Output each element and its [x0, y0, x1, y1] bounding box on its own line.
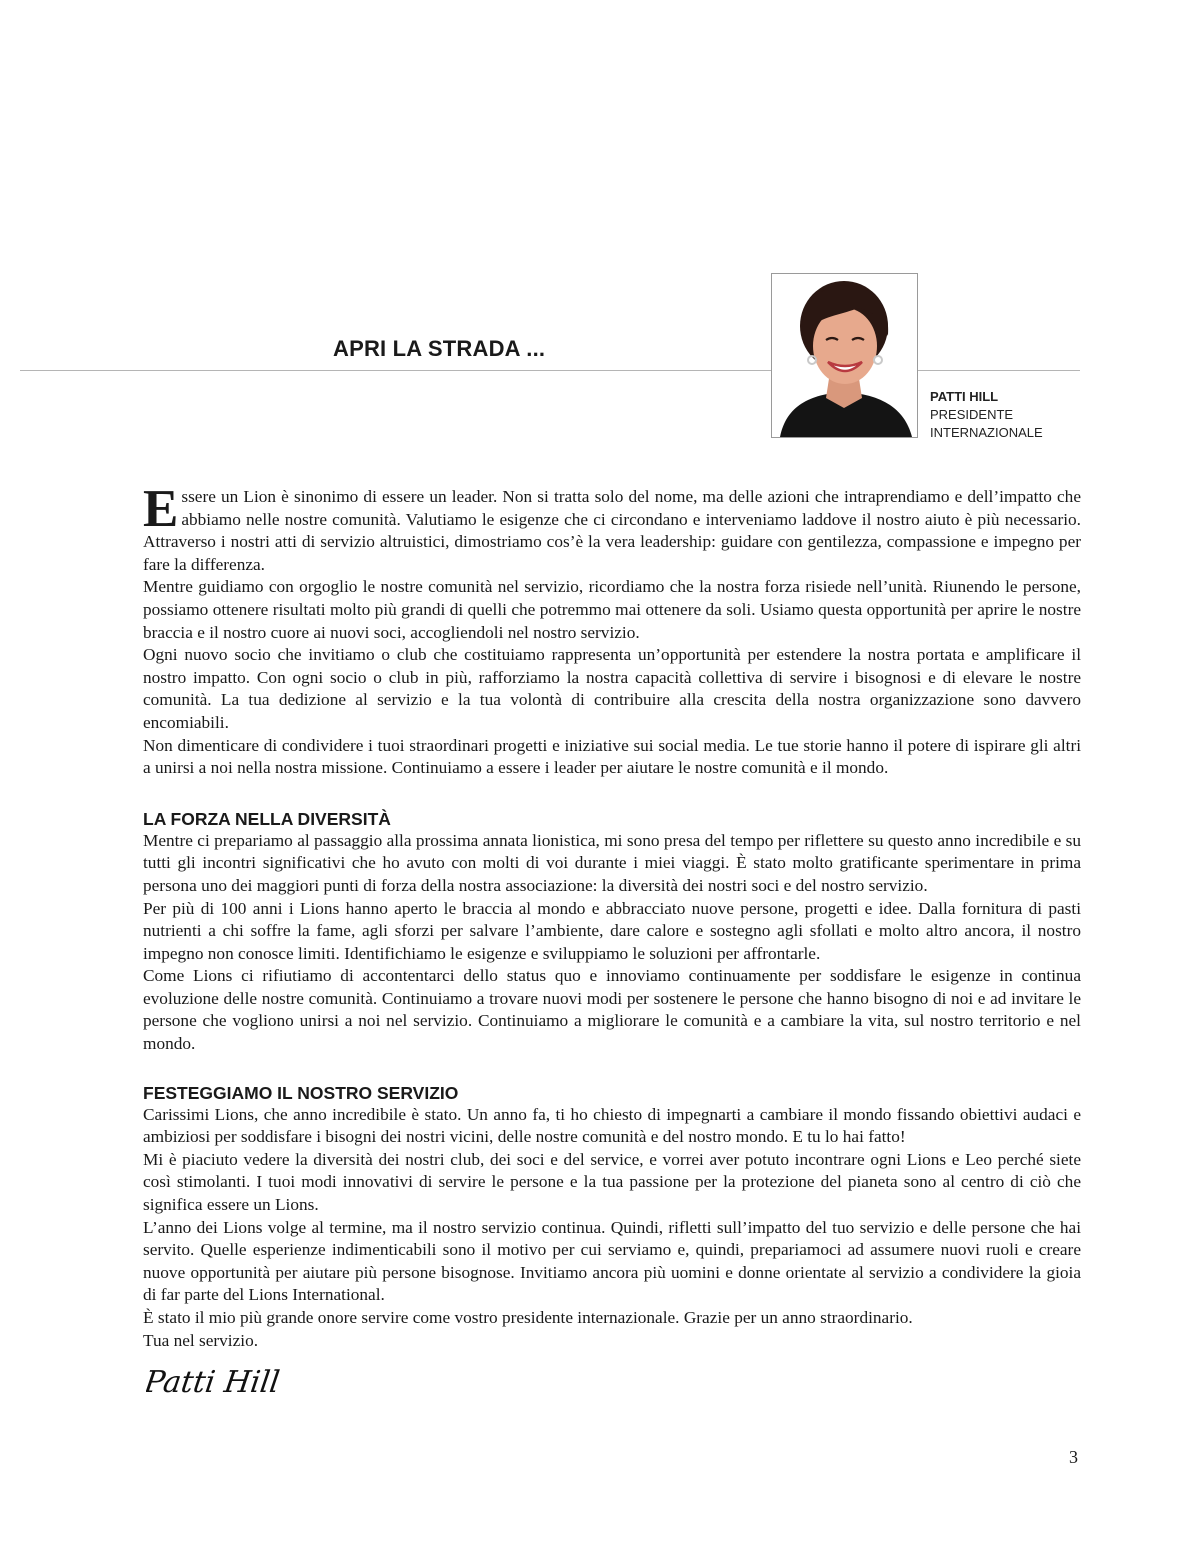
- author-role-line1: PRESIDENTE: [930, 407, 1014, 422]
- author-name: PATTI HILL: [930, 389, 999, 404]
- author-role-line2: INTERNAZIONALE: [930, 425, 1043, 440]
- section1-paragraph: Mentre ci prepariamo al passaggio alla prossima annata lionistica, mi sono presa del tempo per riflettere su questo anno incredibile e su tutti gli incontri significativi che ho avuto con molti di voi durante i miei viaggi. È stato molto gratificante sperimentare in prima persona uno dei maggiori punti di forza della nostra associazione: la diversità dei nostri soci e del nostro servizio.: [143, 830, 1081, 895]
- drop-cap: E: [143, 480, 179, 538]
- portrait-illustration: [772, 274, 917, 437]
- section-heading-diversity: LA FORZA NELLA DIVERSITÀ: [143, 808, 391, 829]
- author-byline: [930, 388, 1043, 442]
- section2-paragraph: Carissimi Lions, che anno incredibile è stato. Un anno fa, ti ho chiesto di impegnarti a cambiare il mondo fissando obiettivi audaci e ambiziosi per soddisfare i bisogni dei nostri vicini, delle nostre comunità e del nostro mondo. E tu lo hai fatto!: [143, 1104, 1081, 1147]
- page-title: APRI LA STRADA ...: [333, 336, 546, 361]
- section2-paragraph: Mi è piaciuto vedere la diversità dei nostri club, dei soci e del service, e vorrei aver potuto incontrare ogni Lions e Leo perché siete così stimolanti. I tuoi modi innovativi di servire le persone e la tua passione per la protezione del pianeta sono al centro di ciò che significa essere un Lions.: [143, 1149, 1081, 1215]
- section1-paragraph: Come Lions ci rifiutiamo di accontentarci dello status quo e innoviamo continuamente per soddisfare le esigenze in continua evoluzione delle nostre comunità. Continuiamo a trovare nuovi modi per sostenere le persone che hanno bisogno di noi e ad invitare le persone che vogliono unirsi a noi nel servizio. Continuiamo a migliorare le comunità e a cambiare la vita, sul nostro territorio e nel mondo.: [143, 966, 1081, 1054]
- section-heading-celebrate: FESTEGGIAMO IL NOSTRO SERVIZIO: [143, 1082, 459, 1103]
- intro-paragraph: Ogni nuovo socio che invitiamo o club che costituiamo rappresenta un’opportunità per estendere la nostra portata e amplificare il nostro impatto. Con ogni socio o club in più, rafforziamo la nostra capacità collettiva di servire i bisognosi e di elevare le nostre comunità. La tua dedizione al servizio e la tua volontà di contribuire alla crescita della nostra organizzazione sono davvero encomiabili.: [143, 645, 1081, 732]
- author-portrait: [771, 273, 918, 438]
- page-number: 3: [1069, 1447, 1078, 1467]
- section2-paragraph: È stato il mio più grande onore servire come vostro presidente internazionale. Grazie per un anno straordinario.: [143, 1308, 913, 1327]
- intro-paragraph: Mentre guidiamo con orgoglio le nostre comunità nel servizio, ricordiamo che la nostra forza risiede nell’unità. Riunendo le persone, possiamo ottenere risultati molto più grandi di quelli che potremmo mai ottenere da soli. Usiamo questa opportunità per aprire le nostre braccia e il nostro cuore ai nuovi soci, accogliendoli nel nostro servizio.: [143, 577, 1081, 642]
- intro-paragraph: [143, 480, 1081, 576]
- section1-paragraph: Per più di 100 anni i Lions hanno aperto le braccia al mondo e abbracciato nuove persone, progetti e idee. Dalla fornitura di pasti nutrienti a chi soffre la fame, agli sforzi per salvare l’ambiente, dare calore e sostegno agli sfollati e molto altro ancora, il nostro impegno non conosce limiti. Identifichiamo le esigenze e sviluppiamo le soluzioni per affrontarle.: [143, 898, 1081, 963]
- svg-text:Patti Hill: Patti Hill: [146, 1365, 282, 1401]
- intro-paragraph: Non dimenticare di condividere i tuoi straordinari progetti e iniziative sui social media. Le tue storie hanno il potere di ispirare gli altri a unirsi a noi nella nostra missione. Continuiamo a essere i leader per aiutare le nostre comunità e il mondo.: [143, 735, 1081, 778]
- intro-paragraph-text: ssere un Lion è sinonimo di essere un leader. Non si tratta solo del nome, ma delle azioni che intraprendiamo e dell’impatto che abbiamo nelle nostre comunità. Valutiamo le esigenze che ci circondano e interveniamo laddove il nostro aiuto è più necessario. Attraverso i nostri atti di servizio altruistici, dimostriamo cos’è la vera leadership: guidare con gentilezza, compassione e impegno per fare la differenza.: [143, 487, 1081, 574]
- article-body: [143, 480, 1081, 1409]
- header-divider: [20, 370, 1080, 371]
- signature-image: [146, 1358, 286, 1404]
- closing-line: Tua nel servizio.: [143, 1330, 259, 1350]
- section2-paragraph: L’anno dei Lions volge al termine, ma il nostro servizio continua. Quindi, rifletti sull’impatto del tuo servizio e delle persone che hai servito. Quelle esperienze indimenticabili sono il motivo per cui serviamo e, quindi, prepariamoci ad assumere nuovi ruoli e creare nuove opportunità per aiutare più persone bisognose. Invitiamo ancora più uomini e donne orientate al servizio a condividere la gioia di far parte del Lions International.: [143, 1217, 1081, 1305]
